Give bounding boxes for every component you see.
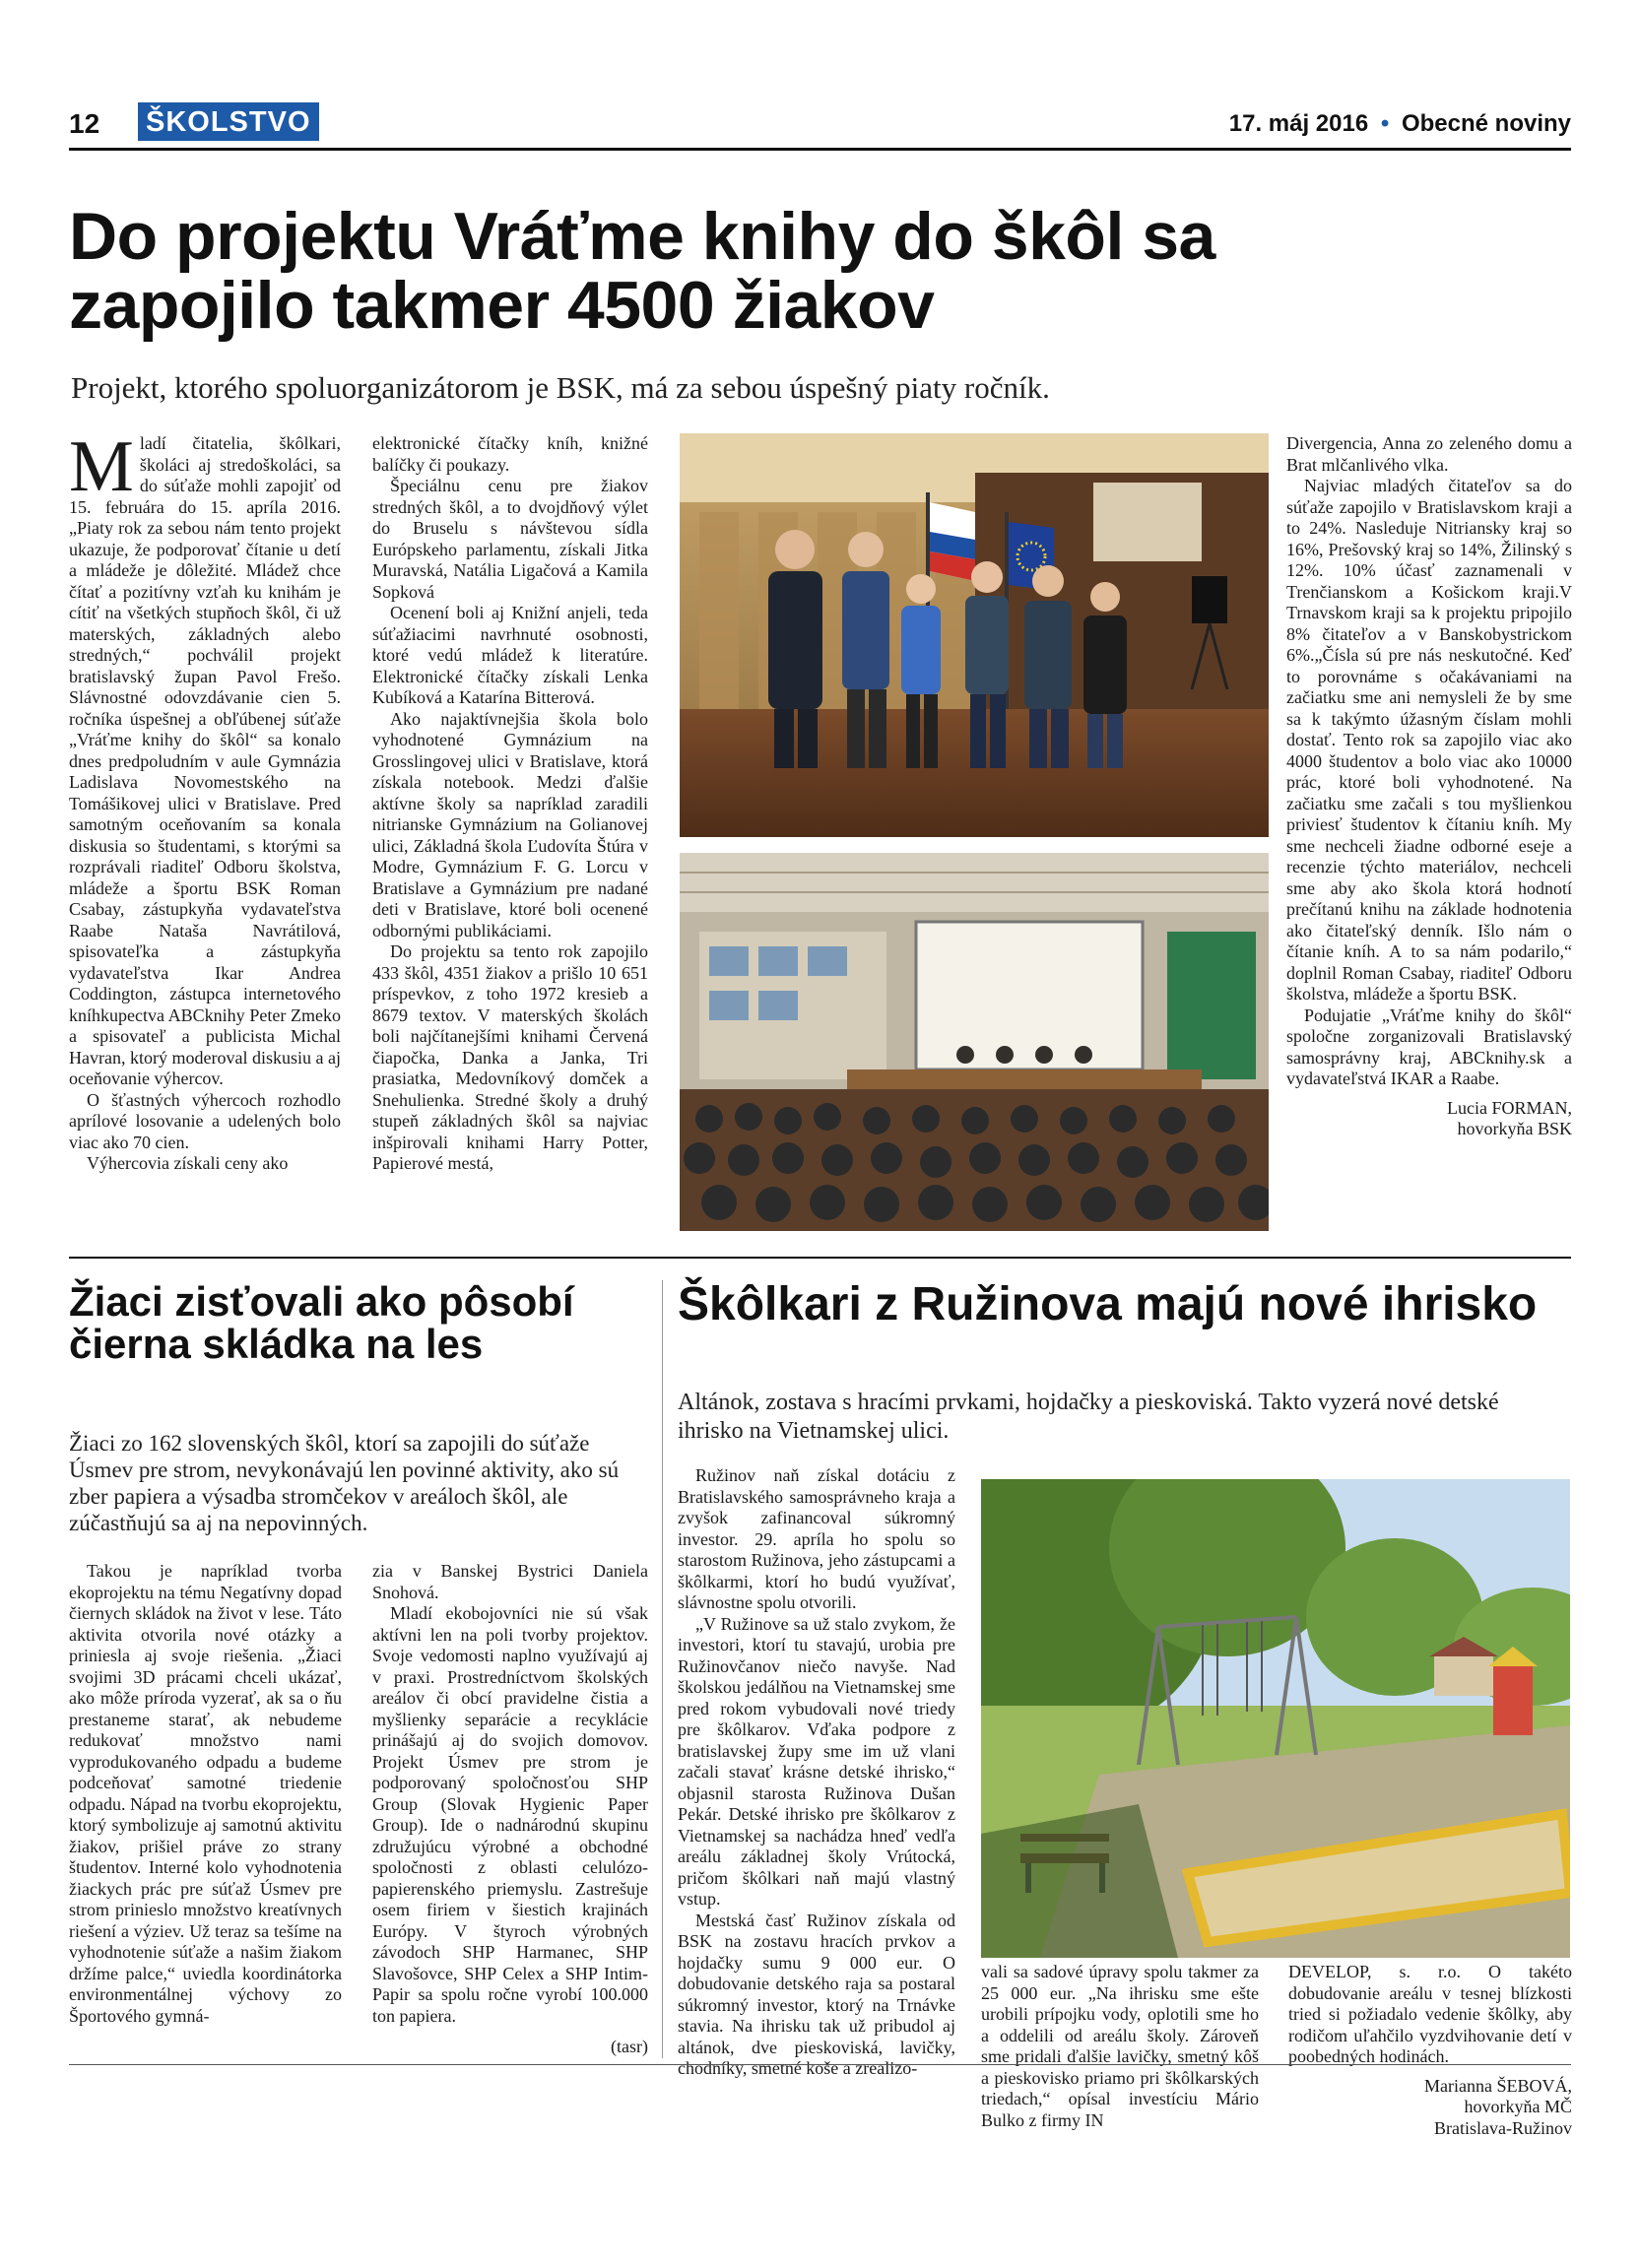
article-paragraph (69, 426, 341, 1090)
article-paragraph: vali sa sadové úpravy spolu takmer za 25 000 eur. „Na ihrisku sme ešte urobili prípojku vody, oplotili sme ho a oddelili od areálu školy. Zároveň sme pridali ďalšie lavičky, smetný kôš a pieskovisko priamo pri škôlkarských triedach,“ opísal investíciu Mário Bulko z firmy IN (981, 1962, 1259, 2130)
main-article-column-1 (69, 426, 341, 1175)
playground-article-deck: Altánok, zostava s hracími prvkami, hojdačky a pieskoviská. Takto vyzerá nové detské ihrisko na Vietnamskej ulici. (678, 1390, 1499, 1444)
article-paragraph: Špeciálnu cenu pre žiakov stredných škôl, a to dvojdňový výlet do Bruselu s návštevou sídla Európskeho parlamentu, získali Jitka Muravská, Natália Ligačová a Kamila Sopková (372, 476, 648, 602)
eco-article-column-2 (372, 1561, 648, 2058)
article-paragraph: Ocenení boli aj Knižní anjeli, teda súťažiacimi navrhnuté osobnosti, ktoré vedú mládež k literatúre. Elektronické čítačky získali Lenka Kubíková a Katarína Bitterová. (372, 603, 648, 707)
footer-rule (69, 2064, 1571, 2065)
masthead-separator: • (1380, 110, 1390, 137)
byline-place: Bratislava-Ružinov (1434, 2117, 1572, 2138)
column-divider (662, 1280, 663, 2058)
article-paragraph: Ako najaktívnejšia škola bolo vyhodnotené Gymnázium na Grosslingovej ulici v Bratislave, ktorá získala notebook. Medzi ďalšie aktívne školy sa napríklad zaradili nitrianske Gymnázium na Golianovej ulici, Základná škola Ľudovíta Štúra v Modre, Gymnázium F. G. Lorcu v Bratislave a Gymnázium pre nadané deti v Bratislave, ktoré boli ocenené odbornými publikáciami. (372, 708, 648, 940)
main-article-column-3 (1286, 433, 1572, 1140)
main-article-byline (1286, 1098, 1572, 1140)
issue-date: 17. máj 2016 (1228, 110, 1369, 137)
byline-role: hovorkyňa MČ (1464, 2097, 1572, 2116)
main-deck: Projekt, ktorého spoluorganizátorom je BSK, má za sebou úspešný piaty ročník. (71, 370, 1050, 405)
page-number: 12 (69, 108, 100, 139)
article-paragraph: Výhercovia získali ceny ako (87, 1153, 289, 1173)
article-paragraph: Mladí ekobojovníci nie sú však aktívni len na poli tvorby projektov. Svoje vedomosti naplno využívajú aj v praxi. Prostredníctvom školských areálov či obcí pravidelne čistia a myšlienky separácie a recyklácie prinášajú aj do svojich domovov. Projekt Úsmev pre strom je podporovaný spoločnosťou SHP Group (Slovak Hygienic Paper Group). Ide o nadnárodnú skupinu združujúcu výrobné a obchodné spoločnosti z oblasti celulózo-papierenského priemyslu. Zastrešuje osem firiem v šiestich krajinách Európy. V štyroch výrobných závodoch SHP Harmanec, SHP Slavošovce, SHP Celex a SHP Intim-Papir sa spolu ročne vyrobí 100.000 ton papiera. (372, 1603, 648, 2026)
article-paragraph: O šťastných výhercoch rozhodlo aprílové losovanie a udelených bolo viac ako 70 cien. (69, 1089, 341, 1152)
article-paragraph: „V Ružinove sa už stalo zvykom, že investori, ktorí tu stavajú, urobia pre Ružinovčanov niečo navyše. Nad školskou jedálňou na Vietnamskej sme pred rokom vybudovali nové triedy pre škôlkarov. Vďaka podpore z bratislavskej župy sme im už vlani začali stavať krásne detské ihrisko,“ objasnil starosta Ružinova Dušan Pekár. Detské ihrisko pre škôlkarov z Vietnamskej sa nachádza hneď vedľa areálu základnej školy Vrútocká, pričom škôlkari naň majú vlastný vstup. (678, 1613, 955, 1909)
article-paragraph: Takou je napríklad tvorba ekoprojektu na tému Negatívny dopad čiernych skládok na život v lese. Táto aktivita otvorila nové otázky a priniesla aj svoje riešenia. „Žiaci svojimi 3D prácami chceli ukázať, ako môže príroda vyzerať, ak sa o ňu prestaneme starať, ak nebudeme redukovať množstvo nami vyprodukovaného odpadu a budeme podceňovať samotné triedenie odpadu. Nápad na tvorbu ekoprojektu, ktorý symbolizuje aj samotnú aktivitu žiakov, prišiel práve zo strany študentov. Interné kolo vyhodnotenia žiackych prác pre súťaž Úsmev pre strom prinieslo množstvo kreatívnych riešení a výziev. Už teraz sa tešíme na vyhodnotenie súťaže a našim žiakom držíme palce,“ uviedla koordinátorka environmentálnej výchovy zo Športového gymná- (69, 1561, 342, 2026)
article-paragraph: Podujatie „Vráťme knihy do škôl“ spoločne zorganizovali Bratislavský samosprávny kraj, ABCknihy.sk a vydavateľstvá IKAR a Raabe. (1286, 1004, 1572, 1088)
eco-article-column-1 (69, 1561, 342, 2027)
article-paragraph: Mestská časť Ružinov získala od BSK na zostavu hracích prvkov a hojdačky sumu 9 000 eur. O dobudovanie detského raja sa postaral súkromný investor, ktorý na Trnávke stavia. Na ihrisku tak už pribudol aj altánok, dve pieskoviská, lavičky, chodníky, smetné koše a zrealizo- (678, 1910, 955, 2078)
playground-article-column-2 (981, 1962, 1259, 2131)
section-divider (69, 1257, 1571, 1259)
article-text: ladí čitatelia, škôlkari, školáci aj stredoškoláci, sa do súťaže mohli zapojiť od 15. februára do 15. apríla 2016. „Piaty rok za sebou nám tento projekt ukazuje, že podporovať čítanie u detí a mládeže je dôležité. Mládež chce čítať a pozitívny vzťah ku knihám je cítiť na všetkých stupňoch škôl, či už materských, základných alebo stredných,“ pochválil projekt bratislavský župan Pavol Frešo. Slávnostné odovzdávanie cien 5. ročníka úspešnej a obľúbenej súťaže „Vráťme knihy do škôl“ sa konalo dnes predpoludním v aule Gymnázia Ladislava Novomestského na Tomášikovej ulici v Bratislave. Pred samotným oceňovaním sa konala diskusia so študentami, s ktorými sa rozprávali riaditeľ Odboru školstva, mládeže a športu BSK Roman Csabay, zástupkyňa vydavateľstva Raabe Nataša Navrátilová, spisovateľka a zástupkyňa vydavateľstva Ikar Andrea Coddington, zástupca internetového kníhkupectva ABCknihy Peter Zmeko a spisovateľ a publicista Michal Havran, ktorý moderoval diskusiu a aj oceňovanie výhercov. (69, 433, 341, 1088)
playground-article-column-1 (678, 1465, 955, 2080)
main-headline: Do projektu Vráťme knihy do škôl sa zapojilo takmer 4500 žiakov (69, 199, 1215, 343)
eco-article-deck: Žiaci zo 162 slovenských škôl, ktorí sa zapojili do súťaže Úsmev pre strom, nevykonávajú len povinné aktivity, ako sú zber papiera a výsadba stromčekov v areáloch škôl, ale zúčastňujú sa aj na nepovinných. (69, 1431, 620, 1535)
article-paragraph: Do projektu sa tento rok zapojilo 433 škôl, 4351 žiakov a prišlo 10 651 príspevkov, z toho 1972 kresieb a 8679 textov. V materských školách boli najčítanejšími knihami Červená čiapočka, Danka a Janka, Tri prasiatka, Medovníkový domček a Snehulienka. Stredné školy a druhý stupeň základných škôl sa najviac inšpirovali knihami Harry Potter, Papierové mestá, (372, 941, 648, 1173)
masthead-rule (69, 148, 1571, 151)
article-paragraph: Ružinov naň získal dotáciu z Bratislavského samosprávneho kraja a zvyšok zafinancoval súkromný investor. 29. apríla ho spolu so starostom Ružinova, jeho zástupcami a škôlkarmi, ktorí ho budú využívať, slávnostne spolu otvorili. (678, 1465, 955, 1612)
playground-article-headline: Škôlkari z Ružinova majú nové ihrisko (678, 1278, 1538, 1330)
source-tag: (tasr) (611, 2037, 648, 2056)
article-paragraph: Najviac mladých čitateľov sa do súťaže zapojilo v Bratislavskom kraji a to 24%. Nasleduje Nitriansky kraj so 16%, Prešovský kraj so 14%, Žilinský s 12%. 10% účasť zaznamenali v Trenčianskom a Košickom kraji.V Trnavskom kraji sa k projektu pripojilo 8% čitateľov a v Banskobystrickom 6%.„Čísla sú pre nás neskutočné. Keď to porovnáme s očakávaniami na začiatku sme ani nemysleli že by sme sa k takýmto úžasným číslam mohli dostať. Tento rok sa zapojilo viac ako 4000 študentov a bolo viac ako 10000 prác, ktoré boli vyhodnotené. Na začiatku sme začali s tou myšlienkou priviesť študentov k čítaniu kníh. My sme nechceli žiadne odborné eseje a recenzie týchto materiálov, nechceli sme aby ako škola ktorá hodnotí prečítanú knihu na základe hodnotenia ako čitateľský denník. Išlo nám o čítanie kníh. A to sa nám podarilo,“ doplnil Roman Csabay, riaditeľ Odboru školstva, mládeže a športu BSK. (1286, 476, 1572, 1004)
award-ceremony-photo (680, 433, 1269, 837)
byline-role: hovorkyňa BSK (1457, 1119, 1572, 1138)
article-paragraph: zia v Banskej Bystrici Daniela Snohová. (372, 1561, 648, 1602)
auditorium-photo (680, 853, 1269, 1231)
article-paragraph: DEVELOP, s. r.o. O takéto dobudovanie areálu v tesnej blízkosti tried si požiadalo vedenie škôlky, aby rodičom uľahčilo vyzdvihovanie detí v poobedných hodinách. (1288, 1962, 1572, 2066)
main-article-column-2 (372, 433, 648, 1175)
publication-name: Obecné noviny (1401, 110, 1571, 137)
eco-article-headline: Žiaci zisťovali ako pôsobí čierna skládka na les (69, 1278, 574, 1367)
playground-article-byline (1288, 2076, 1572, 2140)
article-paragraph: elektronické čítačky kníh, knižné balíčky či poukazy. (372, 433, 648, 475)
byline-name: Lucia FORMAN, (1447, 1097, 1572, 1118)
drop-cap: M (69, 426, 134, 507)
article-paragraph: Divergencia, Anna zo zeleného domu a Brat mlčanlivého vlka. (1286, 433, 1572, 475)
section-badge: ŠKOLSTVO (138, 102, 319, 141)
byline-name: Marianna ŠEBOVÁ, (1424, 2075, 1572, 2096)
masthead-info (1229, 110, 1571, 138)
playground-article-column-3 (1288, 1962, 1572, 2139)
playground-photo (981, 1479, 1570, 1958)
